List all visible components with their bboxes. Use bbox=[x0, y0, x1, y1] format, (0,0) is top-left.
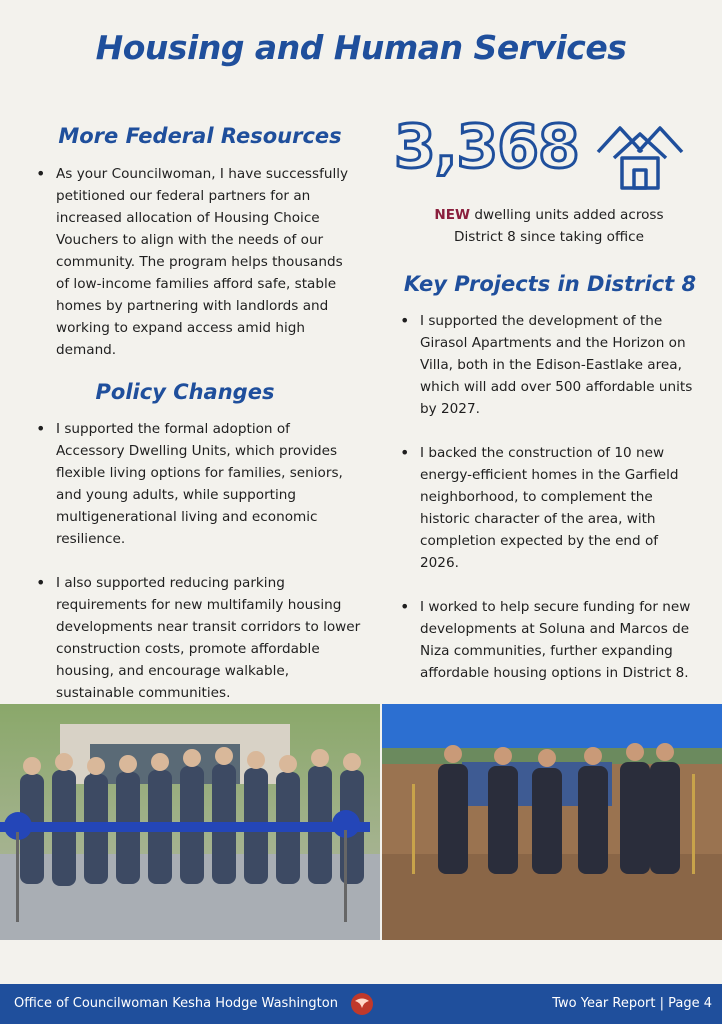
groundbreaking-photo bbox=[382, 704, 722, 940]
new-label: NEW bbox=[434, 207, 471, 223]
footer-page-label: Two Year Report | Page 4 bbox=[552, 996, 712, 1011]
key-projects-heading: Key Projects in District 8 bbox=[403, 272, 697, 296]
policy-changes-heading: Policy Changes bbox=[95, 380, 275, 404]
policy-changes-list bbox=[36, 418, 362, 704]
stat-caption-line2: District 8 since taking office bbox=[454, 229, 644, 245]
federal-resources-heading: More Federal Resources bbox=[58, 124, 342, 148]
stat-caption-line1: NEW dwelling units added across bbox=[434, 207, 664, 223]
key-projects-list bbox=[400, 310, 696, 684]
list-item: • I backed the construction of 10 new energy-efficient homes in the Garfield neighborhood, to complement the historic character of the area, with completion expected by the end of 2026. bbox=[400, 442, 696, 574]
footer-office-name: Office of Councilwoman Kesha Hodge Washington bbox=[14, 996, 338, 1011]
list-item: • As your Councilwoman, I have successfully petitioned our federal partners for an increased allocation of Housing Choice Vouchers to align with the needs of our community. The program helps thousands of low-income families afford safe, stable homes by partnering with landlords and working to expand access amid high demand. bbox=[36, 163, 358, 361]
list-item: • I also supported reducing parking requirements for new multifamily housing developments near transit corridors to lower construction costs, promote affordable housing, and encourage walkable, sustainable communities. bbox=[36, 572, 362, 704]
page-title: Housing and Human Services bbox=[95, 28, 627, 67]
ribbon-cutting-photo bbox=[0, 704, 380, 940]
federal-resources-list bbox=[36, 163, 358, 361]
phoenix-logo-icon bbox=[350, 992, 374, 1016]
list-item: • I worked to help secure funding for new developments at Soluna and Marcos de Niza communities, further expanding affordable housing options in District 8. bbox=[400, 596, 696, 684]
list-item: • I supported the development of the Girasol Apartments and the Horizon on Villa, both in the Edison-Eastlake area, which will add over 500 affordable units by 2027. bbox=[400, 310, 696, 420]
dwelling-units-count: 3,368 bbox=[394, 112, 579, 182]
list-item: • I supported the formal adoption of Accessory Dwelling Units, which provides flexible living options for families, seniors, and young adults, while supporting multigenerational living and economic resilience. bbox=[36, 418, 362, 550]
houses-icon bbox=[594, 122, 686, 192]
footer-bar bbox=[0, 984, 722, 1024]
